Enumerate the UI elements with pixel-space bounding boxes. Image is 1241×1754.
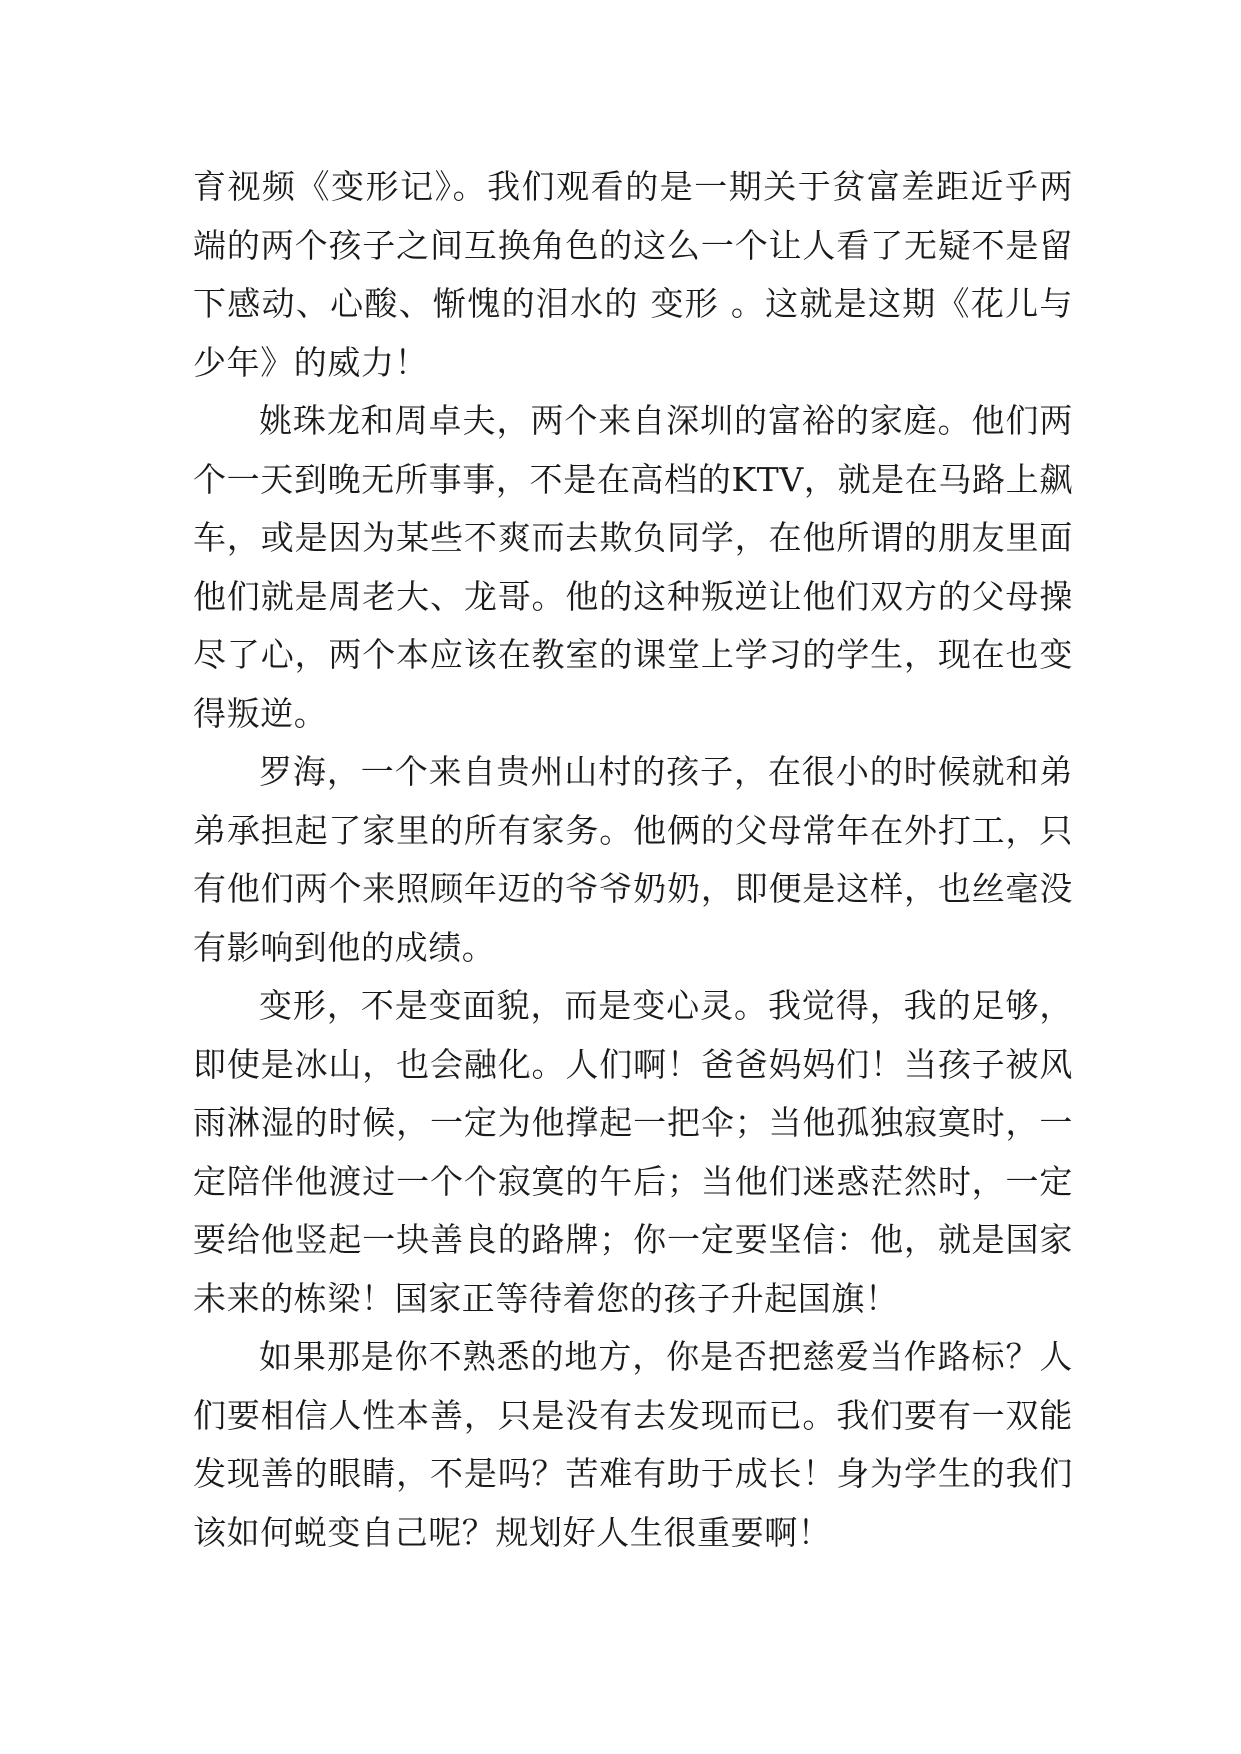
paragraph-4: 变形，不是变面貌，而是变心灵。我觉得，我的足够，即使是冰山，也会融化。人们啊！爸爸妈妈们！当孩子被风雨淋湿的时候，一定为他撑起一把伞；当他孤独寂寞时，一定陪伴他渡过一个个寂寞的午后；当他们迷惑茫然时，一定要给他竖起一块善良的路牌；你一定要坚信：他，就是国家未来的栋梁！国家正等待着您的孩子升起国旗！ xyxy=(193,986,1073,1318)
document-body xyxy=(193,158,1073,1562)
paragraph-3: 罗海，一个来自贵州山村的孩子，在很小的时候就和弟弟承担起了家里的所有家务。他俩的父母常年在外打工，只有他们两个来照顾年迈的爷爷奶奶，即便是这样，也丝毫没有影响到他的成绩。 xyxy=(193,752,1073,967)
paragraph-2: 姚珠龙和周卓夫，两个来自深圳的富裕的家庭。他们两个一天到晚无所事事，不是在高档的KTV，就是在马路上飙车，或是因为某些不爽而去欺负同学，在他所谓的朋友里面他们就是周老大、龙哥。他的这种叛逆让他们双方的父母操尽了心，两个本应该在教室的课堂上学习的学生，现在也变得叛逆。 xyxy=(193,401,1073,733)
paragraph-5: 如果那是你不熟悉的地方，你是否把慈爱当作路标？人们要相信人性本善，只是没有去发现而已。我们要有一双能发现善的眼睛，不是吗？苦难有助于成长！身为学生的我们该如何蜕变自己呢？规划好人生很重要啊！ xyxy=(193,1337,1073,1552)
paragraph-1: 育视频《变形记》。我们观看的是一期关于贫富差距近乎两端的两个孩子之间互换角色的这么一个让人看了无疑不是留下感动、心酸、惭愧的泪水的 变形 。这就是这期《花儿与少年》的威力！ xyxy=(193,167,1073,382)
